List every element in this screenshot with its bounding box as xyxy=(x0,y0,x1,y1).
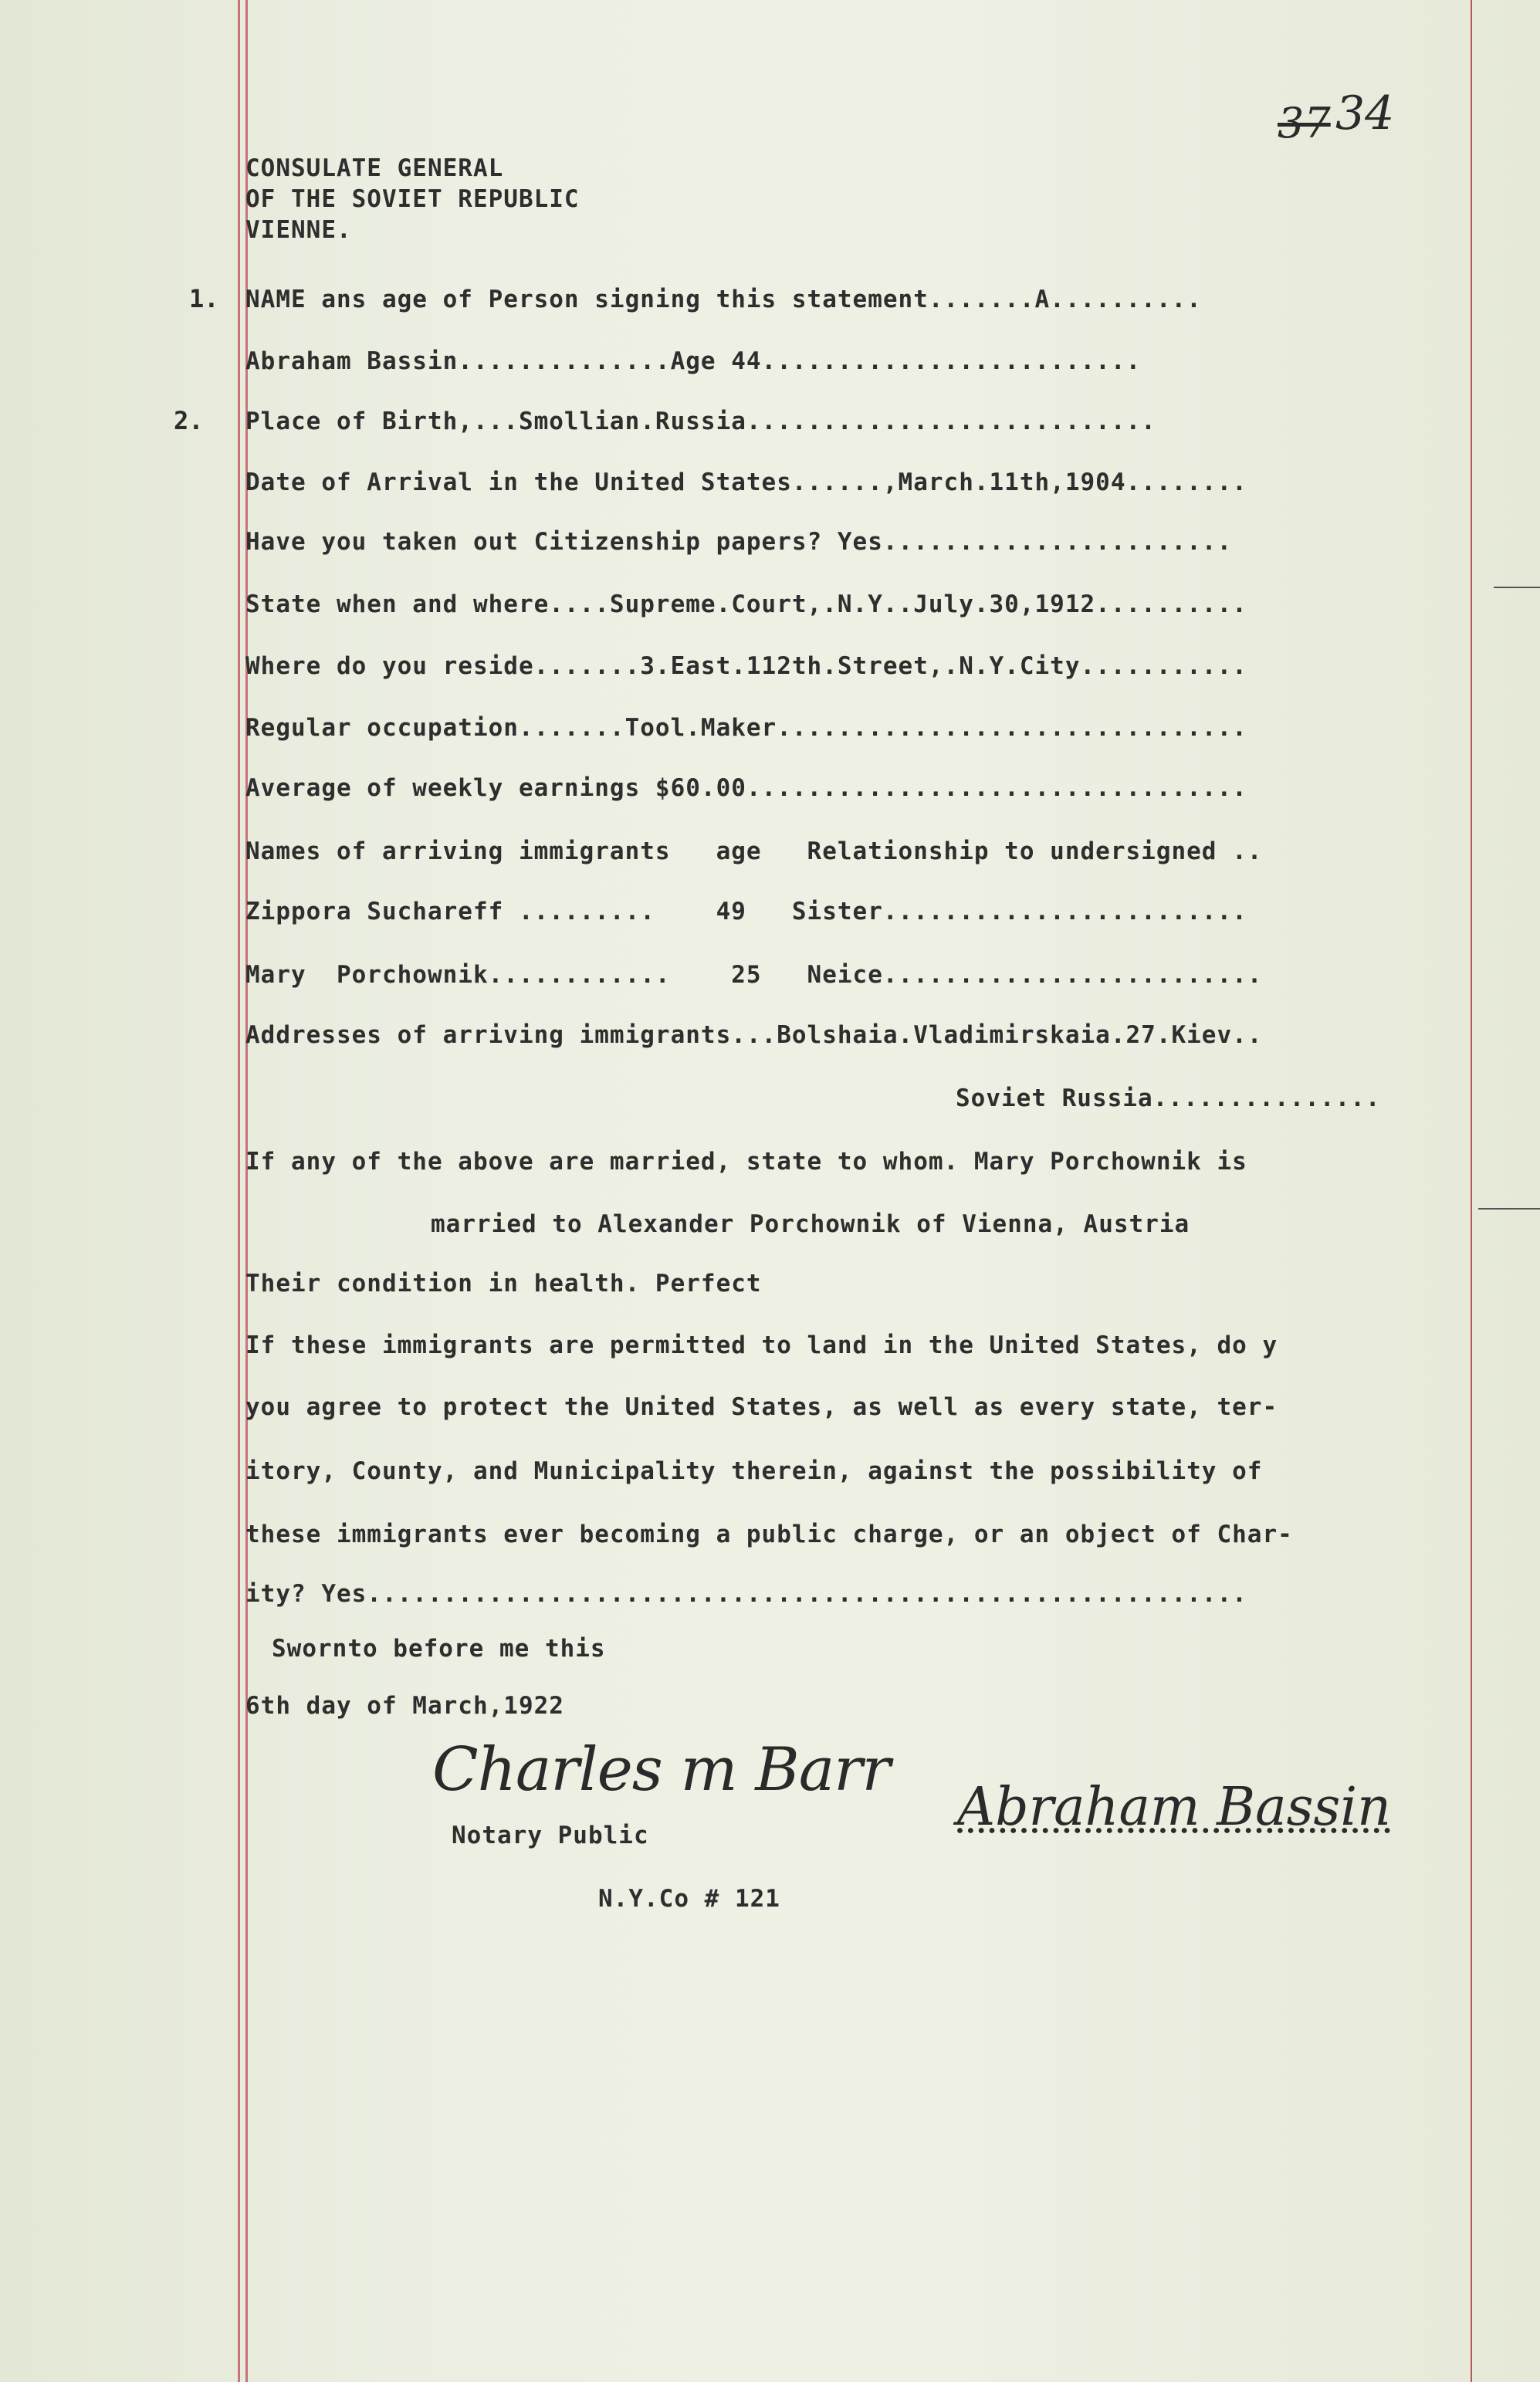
edge-mark-2 xyxy=(1478,1208,1540,1210)
line-immigrants-header: Names of arriving immigrants age Relationship to undersigned .. xyxy=(245,837,1263,865)
signer-signature: Abraham Bassin xyxy=(957,1777,1391,1838)
line-health: Their condition in health. Perfect xyxy=(245,1270,762,1298)
line-married-cont: married to Alexander Porchownik of Vienna, Austria xyxy=(431,1210,1190,1238)
line-immigrant-1: Zippora Suchareff ......... 49 Sister........................ xyxy=(245,898,1247,925)
line-sworn: Swornto before me this xyxy=(272,1635,606,1663)
header-line-3: VIENNE. xyxy=(245,216,352,244)
edge-mark-1 xyxy=(1494,587,1540,588)
header-line-2: OF THE SOVIET REPUBLIC xyxy=(245,185,580,213)
right-margin-line xyxy=(1471,0,1472,2382)
line-immigrant-2: Mary Porchownik............ 25 Neice......................... xyxy=(245,961,1263,989)
notary-number: N.Y.Co # 121 xyxy=(598,1885,780,1913)
notary-signature: Charles m Barr xyxy=(432,1735,890,1805)
line-name-age: NAME ans age of Person signing this statement.......A.......... xyxy=(245,286,1202,313)
line-place-of-birth: Place of Birth,...Smollian.Russia........................... xyxy=(245,408,1156,435)
line-agreement-1: If these immigrants are permitted to land in the United States, do y xyxy=(245,1331,1278,1359)
line-married: If any of the above are married, state to whom. Mary Porchownik is xyxy=(245,1148,1247,1176)
line-earnings: Average of weekly earnings $60.00................................. xyxy=(245,774,1247,802)
line-citizenship: Have you taken out Citizenship papers? Yes....................... xyxy=(245,528,1233,556)
line-name-value: Abraham Bassin..............Age 44......................... xyxy=(245,347,1142,375)
archive-ref-struck: 37 xyxy=(1278,99,1331,147)
line-occupation: Regular occupation.......Tool.Maker............................... xyxy=(245,714,1247,742)
line-addresses: Addresses of arriving immigrants...Bolshaia.Vladimirskaia.27.Kiev.. xyxy=(245,1021,1263,1049)
item-number-1: 1. xyxy=(189,284,219,313)
header-line-1: CONSULATE GENERAL xyxy=(245,154,504,182)
item-number-2: 2. xyxy=(174,406,204,435)
line-agreement-3: itory, County, and Municipality therein, against the possibility of xyxy=(245,1457,1263,1485)
line-date-of-arrival: Date of Arrival in the United States......,March.11th,1904........ xyxy=(245,469,1247,496)
line-agreement-4: these immigrants ever becoming a public charge, or an object of Char- xyxy=(245,1521,1293,1548)
archive-ref-current: 34 xyxy=(1335,86,1395,140)
line-addresses-cont: Soviet Russia............... xyxy=(956,1084,1381,1112)
notary-public-label: Notary Public xyxy=(452,1822,649,1849)
line-agreement-2: you agree to protect the United States, as well as every state, ter- xyxy=(245,1393,1278,1421)
line-residence: Where do you reside.......3.East.112th.Street,.N.Y.City........... xyxy=(245,652,1247,680)
line-agreement-5: ity? Yes.......................................................... xyxy=(245,1580,1247,1608)
left-margin-line-1 xyxy=(238,0,240,2382)
line-when-where: State when and where....Supreme.Court,.N.Y..July.30,1912.......... xyxy=(245,590,1247,618)
line-sworn-date: 6th day of March,1922 xyxy=(245,1692,564,1720)
